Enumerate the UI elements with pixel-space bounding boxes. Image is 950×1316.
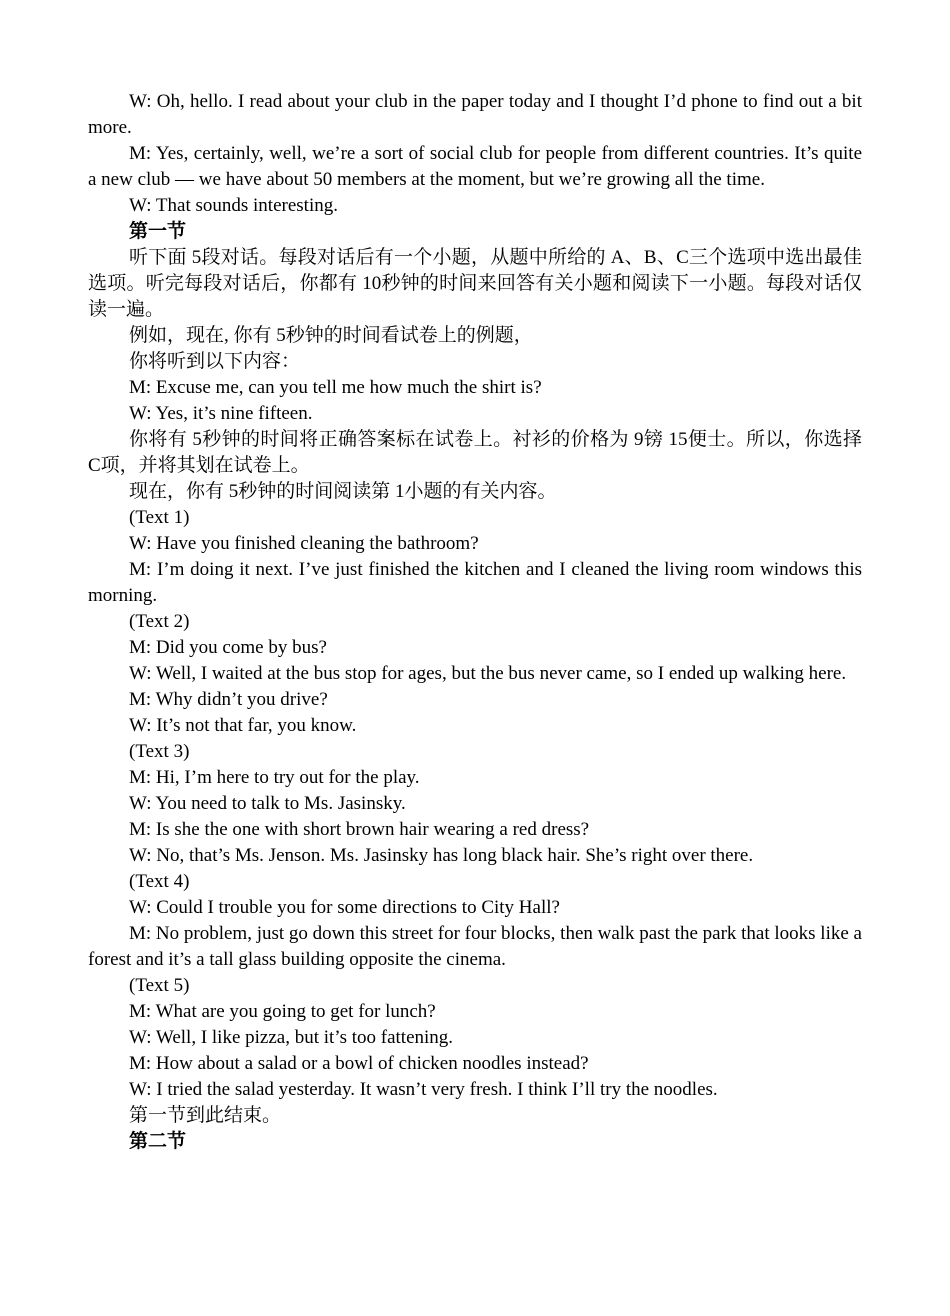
document-page bbox=[88, 89, 862, 1155]
paragraph: M: Excuse me, can you tell me how much the shirt is? bbox=[129, 377, 542, 398]
section-heading: 第一节 bbox=[129, 221, 187, 242]
paragraph: M: How about a salad or a bowl of chicken noodles instead? bbox=[129, 1053, 589, 1074]
paragraph: W: Well, I waited at the bus stop for ages, but the bus never came, so I ended up walking here. bbox=[129, 663, 847, 684]
paragraph: (Text 5) bbox=[129, 975, 190, 996]
paragraph: W: Have you finished cleaning the bathroom? bbox=[129, 533, 479, 554]
paragraph: M: What are you going to get for lunch? bbox=[129, 1001, 436, 1022]
paragraph: M: Is she the one with short brown hair wearing a red dress? bbox=[129, 819, 590, 840]
paragraph: M: Yes, certainly, well, we’re a sort of social club for people from different countries. It’s quite a new club — we have about 50 members at the moment, but we’re growing all the time. bbox=[88, 143, 862, 190]
paragraph: W: It’s not that far, you know. bbox=[129, 715, 357, 736]
paragraph: 例如，现在, 你有 5秒钟的时间看试卷上的例题， bbox=[129, 325, 533, 346]
paragraph: 听下面 5段对话。每段对话后有一个小题，从题中所给的 A、B、C三个选项中选出最佳选项。听完每段对话后，你都有 10秒钟的时间来回答有关小题和阅读下一小题。每段对话仅读一遍。 bbox=[88, 247, 862, 320]
paragraph: (Text 4) bbox=[129, 871, 190, 892]
paragraph: (Text 3) bbox=[129, 741, 190, 762]
paragraph: W: Could I trouble you for some directions to City Hall? bbox=[129, 897, 560, 918]
paragraph: W: That sounds interesting. bbox=[129, 195, 338, 216]
paragraph: M: No problem, just go down this street for four blocks, then walk past the park that looks like a forest and it’s a tall glass building opposite the cinema. bbox=[88, 923, 862, 970]
paragraph: M: Did you come by bus? bbox=[129, 637, 327, 658]
paragraph: W: You need to talk to Ms. Jasinsky. bbox=[129, 793, 406, 814]
paragraph: M: I’m doing it next. I’ve just finished the kitchen and I cleaned the living room windows this morning. bbox=[88, 559, 862, 606]
paragraph: W: No, that’s Ms. Jenson. Ms. Jasinsky has long black hair. She’s right over there. bbox=[129, 845, 754, 866]
paragraph: W: Well, I like pizza, but it’s too fattening. bbox=[129, 1027, 454, 1048]
paragraph: 现在，你有 5秒钟的时间阅读第 1小题的有关内容。 bbox=[129, 481, 557, 502]
paragraph: (Text 1) bbox=[129, 507, 190, 528]
paragraph: (Text 2) bbox=[129, 611, 190, 632]
paragraph: M: Why didn’t you drive? bbox=[129, 689, 328, 710]
paragraph: M: Hi, I’m here to try out for the play. bbox=[129, 767, 420, 788]
paragraph: 你将听到以下内容： bbox=[129, 351, 301, 372]
paragraph: W: I tried the salad yesterday. It wasn’t very fresh. I think I’ll try the noodles. bbox=[129, 1079, 718, 1100]
paragraph: 你将有 5秒钟的时间将正确答案标在试卷上。衬衫的价格为 9镑 15便士。所以，你选择 C项，并将其划在试卷上。 bbox=[88, 429, 862, 476]
section-heading: 第二节 bbox=[129, 1131, 187, 1152]
paragraph: W: Oh, hello. I read about your club in the paper today and I thought I’d phone to find out a bit more. bbox=[88, 91, 862, 138]
paragraph: W: Yes, it’s nine fifteen. bbox=[129, 403, 313, 424]
paragraph: 第一节到此结束。 bbox=[129, 1105, 282, 1126]
